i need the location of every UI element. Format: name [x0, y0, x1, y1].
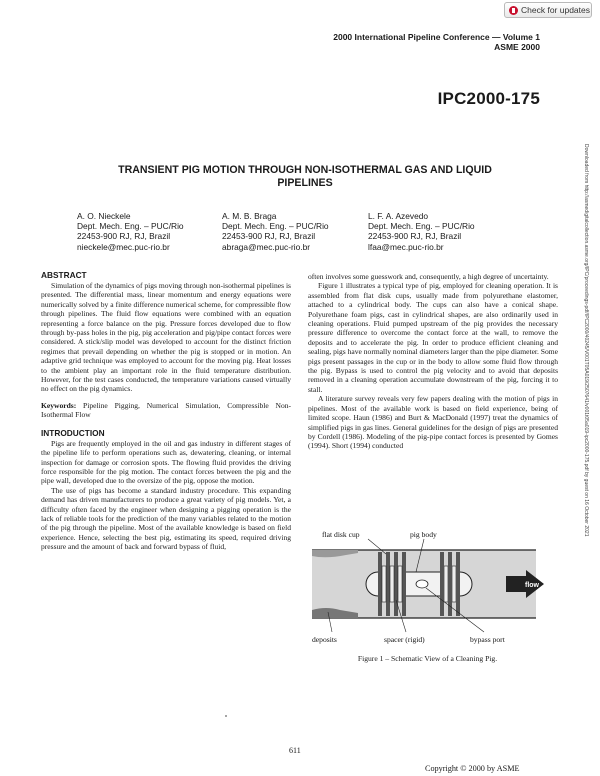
right-paragraph-continued: often involves some guesswork and, consequently, a high degree of uncertainty.: [308, 272, 549, 281]
paper-title-line-1: TRANSIENT PIG MOTION THROUGH NON-ISOTHERMAL GAS AND LIQUID: [118, 164, 492, 176]
author-block-3: [368, 211, 518, 252]
flat-disk-cup-label: flat disk cup: [322, 530, 360, 539]
right-paragraph-2: Figure 1 illustrates a typical type of pig, employed for cleaning operation. It is assembled from flat disk cups, usually made from polyurethane elastomer, attached to a cylindrical body. The cups can also have a conical shape. Polyurethane foam pigs, cast in cylindrical shapes, are also ordinarily used in cleaning operations. Fluid pumped upstream of the pig provides the necessary pressure difference to overcome the contact force at the wall, to remove the deposits and to accelerate the pig. In order to produce efficient cleaning and sealing, pigs have normally nominal diameters larger than the pipe diameter. Some pigs present passages in the cup or in the body to allow some fluid flow through the pig. Bypass is used to control the pig velocity and to avoid that deposits removed in a cleaning operation accumulate downstream of the pig, forcing it to stall.: [308, 281, 558, 394]
bypass-port-label: bypass port: [470, 635, 505, 644]
flow-label: flow: [525, 582, 539, 589]
check-for-updates-button[interactable]: [504, 2, 592, 18]
keywords-text: Pipeline Pigging, Numerical Simulation, Compressible Non-Isothermal Flow: [41, 400, 292, 420]
intro-paragraph-1: Pigs are frequently employed in the oil and gas industry in different stages of the pipeline life to perform operations such as, dewatering, cleaning, or internal inspection for damage or corrosion spots. The flowing fluid provides the driving force responsible for the pig motion. The contact forces between the pig and the pipe wall, developed due to the oversize of the pig, oppose the motion.: [41, 438, 291, 486]
keywords: [41, 401, 291, 420]
author-dept: Dept. Mech. Eng. – PUC/Rio: [77, 221, 184, 232]
pig-schematic-figure: [306, 526, 549, 653]
left-column: [41, 270, 291, 552]
author-email[interactable]: abraga@mec.puc-rio.br: [222, 241, 311, 252]
author-name: A. M. B. Braga: [222, 211, 277, 221]
author-dept: Dept. Mech. Eng. – PUC/Rio: [222, 221, 329, 232]
copyright: Copyright © 2000 by ASME: [425, 764, 520, 773]
spacer-label: spacer (rigid): [384, 635, 425, 644]
right-column: [308, 272, 558, 451]
author-address: 22453-900 RJ, RJ, Brazil: [222, 231, 316, 242]
download-note: Downloaded from http://asmedigitalcollection.asme.org/IPC/proceedings-pdf/IPC2000/40245/V001T05A019/2507641/v001t05a019-ipc2000-175.pdf by guest on 16 October 2021: [583, 144, 589, 537]
deposits-label: deposits: [312, 635, 337, 644]
page-number: 611: [289, 746, 301, 755]
author-address: 22453-900 RJ, RJ, Brazil: [368, 231, 462, 242]
pig-body-label: pig body: [410, 530, 437, 539]
introduction-heading: INTRODUCTION: [41, 427, 105, 438]
conference-name: 2000 International Pipeline Conference — Volume 1: [333, 32, 540, 42]
author-email[interactable]: nieckele@mec.puc-rio.br: [77, 241, 170, 252]
paper-title: [95, 164, 515, 189]
author-block-2: [222, 211, 372, 252]
stray-mark: [225, 715, 227, 717]
intro-paragraph-2: The use of pigs has become a standard industry procedure. This expanding demand has driven manufacturers to produce a great variety of pig models. Yet, a difficulty often faced by the engineer when designing a pigging operation is the lack of reliable tools for the prediction of the many variables related to the motion of the pig through the pipeline. Most of the available knowledge is based on field experience. Hence, selecting the best pig, estimating its speed, required driving pressure and the amount of back and forward bypass of fluid,: [41, 485, 291, 552]
author-block-1: [77, 211, 227, 252]
author-email[interactable]: lfaa@mec.puc-rio.br: [368, 241, 444, 252]
crossmark-icon: [509, 6, 518, 15]
paper-title-line-2: PIPELINES: [277, 176, 333, 189]
figure-caption: Figure 1 – Schematic View of a Cleaning Pig.: [357, 654, 498, 663]
publisher: ASME 2000: [494, 42, 540, 52]
keywords-label: Keywords:: [41, 400, 77, 410]
bypass-port-shape: [416, 580, 428, 588]
paper-id: IPC2000-175: [437, 89, 540, 108]
abstract-text: Simulation of the dynamics of pigs moving through non-isothermal pipelines is presented. The differential mass, linear momentum and energy equations were numerically solved by a finite difference numerical scheme, for compressible flow through pipelines. The fluid flow equations were combined with an equation representing a force balance on the pig. Pressure forces developed due to flow through by-pass holes in the pig, pig acceleration and pig/pipe contact forces were considered. A stick/slip model was developed to account for the distinct friction regimes that prevail depending on whether the pig is stopped or in motion. An adaptive grid technique was employed to account for the moving pig. Heat losses to the ambient play an important role in the fluid temperature distribution. However, for the test cases conducted, the temperature variations caused virtually no effect on the pig dynamics.: [41, 281, 291, 394]
author-dept: Dept. Mech. Eng. – PUC/Rio: [368, 221, 475, 232]
author-address: 22453-900 RJ, RJ, Brazil: [77, 231, 171, 242]
right-paragraph-3: A literature survey reveals very few papers dealing with the motion of pigs in pipelines. Most of the available work is based on field experience, being of limited scope. Haun (1986) and Burt & MacDonald (1997) treat the dynamics of simplified pigs in gas lines. General guidelines for the design of pigs are presented by Cordell (1986). Modeling of the pig-pipe contact forces is presented by Gomes (1994). Short (1994) conducted: [308, 394, 558, 451]
check-for-updates-label: Check for updates: [521, 5, 590, 15]
abstract-heading: ABSTRACT: [41, 270, 87, 280]
author-name: A. O. Nieckele: [77, 211, 131, 221]
author-name: L. F. A. Azevedo: [368, 211, 429, 221]
